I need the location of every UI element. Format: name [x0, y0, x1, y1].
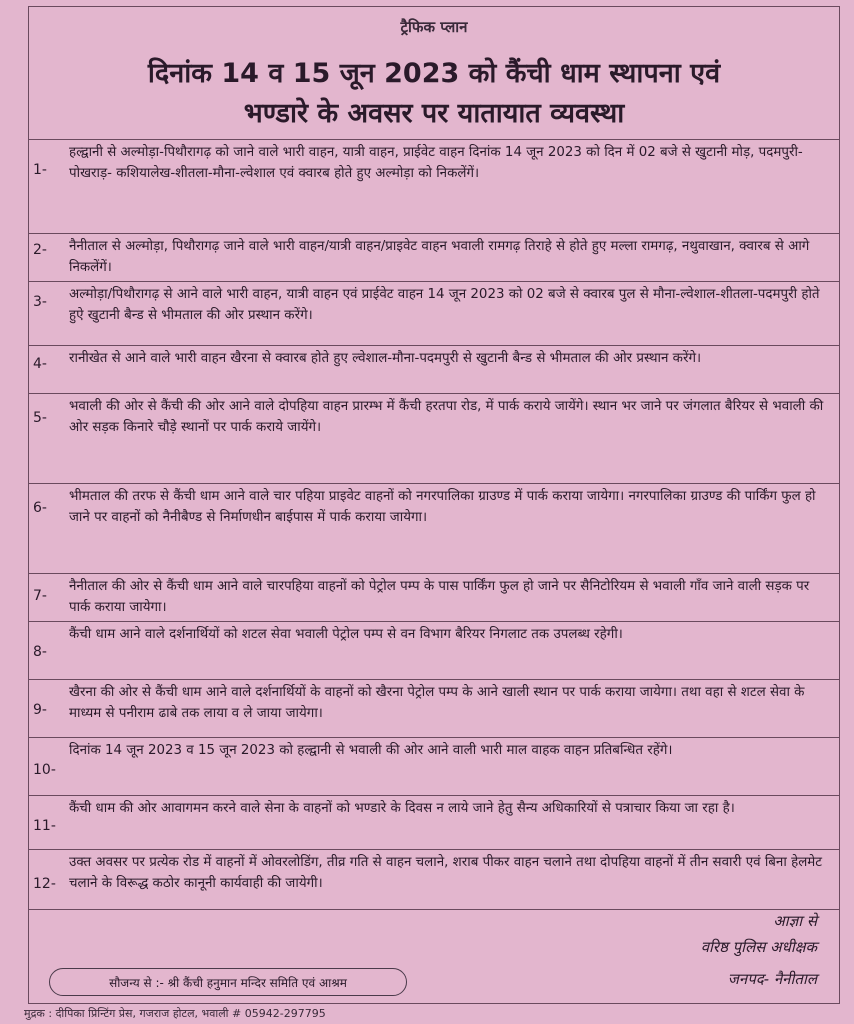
- notice-title-line2: भण्डारे के अवसर पर यातायात व्यवस्था: [243, 98, 625, 129]
- notice-title-line1: दिनांक 14 व 15 जून 2023 को कैंची धाम स्थापना एवं: [147, 58, 721, 89]
- item-number: 10-: [33, 762, 56, 778]
- list-item: [29, 393, 839, 484]
- item-text: उक्त अवसर पर प्रत्येक रोड में वाहनों में ओवरलोडिंग, तीव्र गति से वाहन चलाने, शराब पीकर वाहन चलाने तथा दोपहिया वाहनों में तीन सवारी एवं बिना हेलमेट चलाने के विरूद्ध कठोर कानूनी कार्यवाही की जायेगी।: [69, 855, 823, 891]
- item-number: 1-: [33, 162, 47, 178]
- item-text: कैंची धाम की ओर आवागमन करने वाले सेना के वाहनों को भण्डारे के दिवस न लाये जाने हेतु सैन्य अधिकारियों से पत्राचार किया जा रहा है।: [69, 801, 735, 816]
- item-text: हल्द्वानी से अल्मोड़ा-पिथौरागढ़ को जाने वाले भारी वाहन, यात्री वाहन, प्राईवेट वाहन दिनांक 14 जून 2023 को दिन में 02 बजे से खुटानी मोड़, पदमपुरी-पोखराड़- कशियालेख-शीतला-मौना-ल्वेशाल एवं क्वारब होते हुए अल्मोड़ा को निकलेंगें।: [69, 145, 803, 181]
- list-item: [29, 621, 839, 680]
- item-text: नैनीताल से अल्मोड़ा, पिथौरागढ़ जाने वाले भारी वाहन/यात्री वाहन/प्राइवेट वाहन भवाली रामगढ़ तिराहे से होते हुए मल्ला रामगढ़, नथुवाखान, क्वारब से आगे निकलेंगें।: [69, 239, 810, 275]
- list-item: [29, 483, 839, 574]
- item-number: 11-: [33, 818, 56, 834]
- divider: [29, 909, 839, 910]
- list-item: [29, 281, 839, 346]
- notice-label: ट्रैफिक प्लान: [400, 18, 468, 36]
- list-item: [29, 849, 839, 910]
- item-number: 4-: [33, 356, 47, 372]
- item-number: 12-: [33, 876, 56, 892]
- item-text: दिनांक 14 जून 2023 व 15 जून 2023 को हल्द्वानी से भवाली की ओर आने वाली भारी माल वाहक वाहन प्रतिबन्धित रहेंगे।: [69, 743, 673, 758]
- list-item: [29, 139, 839, 234]
- item-text: कैंची धाम आने वाले दर्शनार्थियों को शटल सेवा भवाली पेट्रोल पम्प से वन विभाग बैरियर निगलाट तक उपलब्ध रहेगी।: [69, 627, 623, 642]
- signature-line-3: जनपद- नैनीताल: [727, 970, 817, 988]
- item-number: 7-: [33, 588, 47, 604]
- item-number: 9-: [33, 702, 47, 718]
- item-number: 5-: [33, 410, 47, 426]
- signature-line-1: आज्ञा से: [773, 912, 817, 930]
- item-number: 8-: [33, 644, 47, 660]
- credit-box: सौजन्य से :- श्री कैंची हनुमान मन्दिर समिति एवं आश्रम: [49, 968, 407, 996]
- item-text: भवाली की ओर से कैंची की ओर आने वाले दोपहिया वाहन प्रारम्भ में कैंची हरतपा रोड, में पार्क कराये जायेंगे। स्थान भर जाने पर जंगलात बैरियर से भवाली की ओर सड़क किनारे चौड़े स्थानों पर पार्क कराये जायेंगे।: [69, 399, 824, 435]
- item-text: नैनीताल की ओर से कैंची धाम आने वाले चारपहिया वाहनों को पेट्रोल पम्प के पास पार्किंग फुल हो जाने पर सैनिटोरियम से भवाली गाँव जाने वाली सड़क पर पार्क कराया जायेगा।: [69, 579, 810, 615]
- list-item: [29, 795, 839, 850]
- printer-info: मुद्रक : दीपिका प्रिन्टिंग प्रेस, गजराज होटल, भवाली # 05942-297795: [24, 1007, 326, 1020]
- list-item: [29, 737, 839, 796]
- item-text: खैरना की ओर से कैंची धाम आने वाले दर्शनार्थियों के वाहनों को खैरना पेट्रोल पम्प के आने खाली स्थान पर पार्क कराया जायेगा। तथा वहा से शटल सेवा के माध्यम से पनीराम ढाबे तक लाया व ले जाया जायेगा।: [69, 685, 805, 721]
- list-item: [29, 573, 839, 622]
- item-number: 6-: [33, 500, 47, 516]
- list-item: [29, 679, 839, 738]
- list-item: [29, 345, 839, 394]
- item-number: 2-: [33, 242, 47, 258]
- list-item: [29, 233, 839, 282]
- item-text: अल्मोड़ा/पिथौरागढ़ से आने वाले भारी वाहन, यात्री वाहन एवं प्राईवेट वाहन 14 जून 2023 को 02 बजे से क्वारब पुल से मौना-ल्वेशाल-शीतला-पदमपुरी होते हुऐ खुटानी बैन्ड से भीमताल की ओर प्रस्थान करेंगे।: [69, 287, 820, 323]
- item-text: रानीखेत से आने वाले भारी वाहन खैरना से क्वारब होते हुए ल्वेशाल-मौना-पदमपुरी से खुटानी बैन्ड से भीमताल की ओर प्रस्थान करेंगे।: [69, 351, 702, 366]
- item-text: भीमताल की तरफ से कैंची धाम आने वाले चार पहिया प्राइवेट वाहनों को नगरपालिका ग्राउण्ड में पार्क कराया जायेगा। नगरपालिका ग्राउण्ड की पार्किंग फुल हो जाने पर वाहनों को नैनीबैण्ड से निर्माणधीन बाईपास में पार्क कराया जायेगा।: [69, 489, 816, 525]
- signature-line-2: वरिष्ठ पुलिस अधीक्षक: [700, 938, 817, 956]
- item-number: 3-: [33, 294, 47, 310]
- notice-sheet: [28, 6, 840, 1004]
